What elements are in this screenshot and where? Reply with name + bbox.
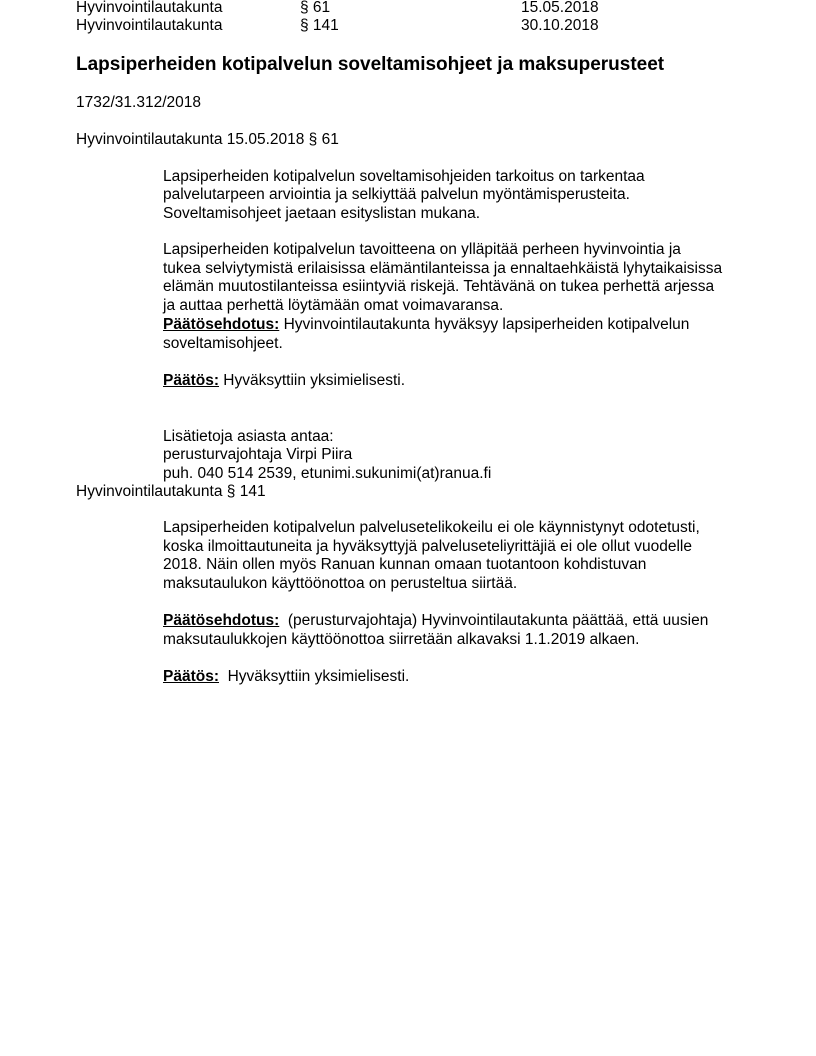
text-line: Lapsiperheiden kotipalvelun tavoitteena on ylläpitää perheen hyvinvointia ja <box>163 241 681 258</box>
meeting1-heading: Hyvinvointilautakunta 15.05.2018 § 61 <box>76 131 339 148</box>
proposal-label: Päätösehdotus: <box>163 612 280 629</box>
text-line: ja auttaa perhettä löytämään omat voimavaransa. <box>163 297 504 314</box>
page-title: Lapsiperheiden kotipalvelun soveltamisohjeet ja maksuperusteet <box>76 54 665 75</box>
header-body: Hyvinvointilautakunta <box>76 17 223 34</box>
text-line: 2018. Näin ollen myös Ranuan kunnan omaan tuotantoon kohdistuvan <box>163 556 647 573</box>
text-line: palvelutarpeen arviointia ja selkiyttää palvelun myöntämisperusteita. <box>163 186 630 203</box>
text-line: elämän muutostilanteissa esiintyviä riskejä. Tehtävänä on tukea perhettä arjessa <box>163 278 715 295</box>
meeting2-heading: Hyvinvointilautakunta § 141 <box>76 483 266 500</box>
proposal-text: (perusturvajohtaja) Hyvinvointilautakunta päättää, että uusien <box>279 612 709 629</box>
text-line: maksutaulukkojen käyttöönottoa siirretään alkavaksi 1.1.2019 alkaen. <box>163 631 640 648</box>
header-section: § 61 <box>300 0 331 16</box>
proposal-label: Päätösehdotus: <box>163 316 280 333</box>
meeting2-decision <box>163 668 409 686</box>
header-date: 15.05.2018 <box>521 0 599 16</box>
text-line: puh. 040 514 2539, etunimi.sukunimi(at)ranua.fi <box>163 465 492 482</box>
proposal-text: Hyvinvointilautakunta hyväksyy lapsiperheiden kotipalvelun <box>279 316 690 333</box>
text-line: soveltamisohjeet. <box>163 335 283 352</box>
text-line: tukea selviytymistä erilaisissa elämäntilanteissa ja ennaltaehkäistä lyhytaikaisissa <box>163 260 723 277</box>
decision-text: Hyväksyttiin yksimielisesti. <box>219 668 410 685</box>
header-date: 30.10.2018 <box>521 17 599 34</box>
decision-text: Hyväksyttiin yksimielisesti. <box>219 372 406 389</box>
text-line: Soveltamisohjeet jaetaan esityslistan mukana. <box>163 205 481 222</box>
decision-label: Päätös: <box>163 668 219 685</box>
header-body: Hyvinvointilautakunta <box>76 0 223 16</box>
meeting1-decision <box>163 372 405 390</box>
text-line: Lapsiperheiden kotipalvelun soveltamisohjeiden tarkoitus on tarkentaa <box>163 168 645 185</box>
text-line: Lapsiperheiden kotipalvelun palvelusetelikokeilu ei ole käynnistynyt odotetusti, <box>163 519 700 536</box>
decision-label: Päätös: <box>163 372 219 389</box>
text-line: koska ilmoittautuneita ja hyväksyttyjä palveluseteliyrittäjiä ei ole ollut vuodelle <box>163 538 692 555</box>
record-number: 1732/31.312/2018 <box>76 94 201 111</box>
header-section: § 141 <box>300 17 339 34</box>
text-line: maksutaulukon käyttöönottoa on perusteltua siirtää. <box>163 575 518 592</box>
text-line: Lisätietoja asiasta antaa: <box>163 428 334 445</box>
text-line: perusturvajohtaja Virpi Piira <box>163 446 353 463</box>
